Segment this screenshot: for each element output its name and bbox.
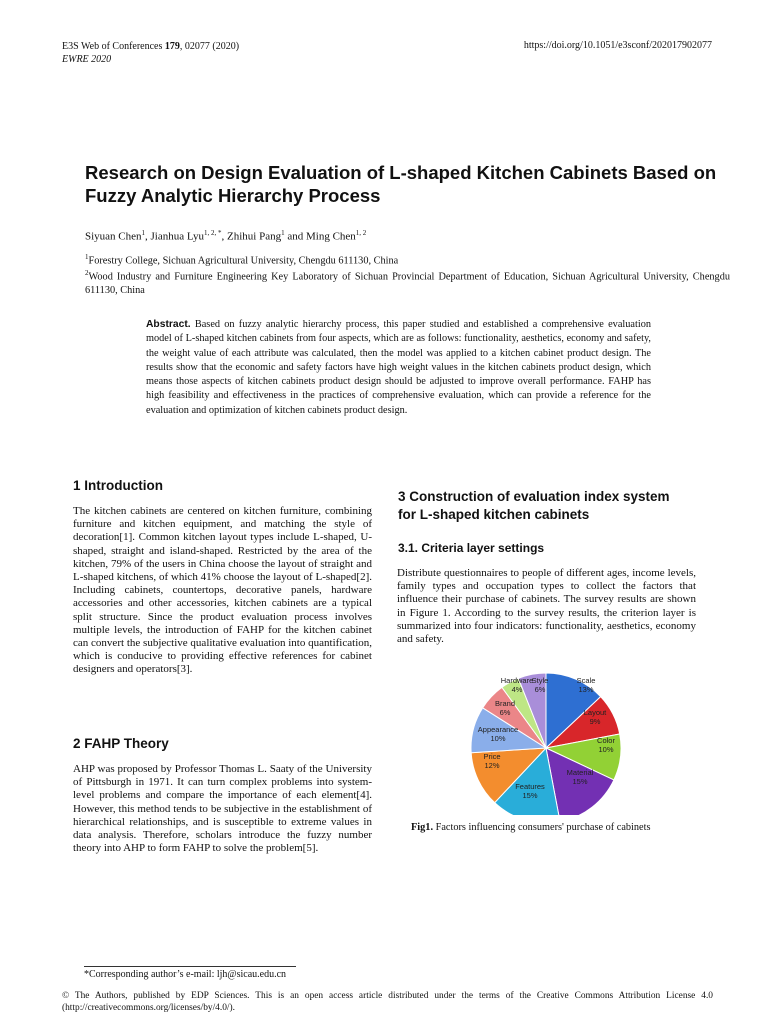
- author-name: Siyuan Chen: [85, 230, 142, 243]
- author-name: Zhihui Pang: [227, 230, 282, 243]
- abstract: [146, 318, 651, 418]
- author-affiliation-mark: 1: [281, 229, 285, 237]
- figure-caption: Fig1. Factors influencing consumers' purchase of cabinets: [411, 822, 651, 833]
- pie-label-appearance: Appearance: [477, 725, 519, 734]
- introduction-paragraph: The kitchen cabinets are centered on kitchen furniture, combining furniture and kitchen equipment, and matching the style of decoration[1]. Common kitchen layout types include L-shaped, U-shaped, straight and island-shaped. Restricted by the area of the kitchen, 79% of the users in China choose the layout of straight and L-shaped kitchens, of which 41% choose the layout of L-shaped[2]. Including cabinets, countertops, decorative panels, hardware accessories and other accessories, kitchen cabinets are a typical split structure. Since the product evaluation process involves multiple levels, the introduction of FAHP for the kitchen cabinet can convert the subjective qualitative evaluation into quantification, which is conducive to providing effective references for cabinet designers and operators[3].: [73, 505, 372, 676]
- author-affiliation-mark: 1, 2, *: [204, 229, 222, 237]
- affiliation-text: Wood Industry and Furniture Engineering Key Laboratory of Sichuan Provincial Department of Education, Sichuan Agricultural University, Chengdu 611130, China: [85, 271, 730, 296]
- doi-link[interactable]: https://doi.org/10.1051/e3sconf/202017902077: [523, 40, 712, 51]
- journal-header: [62, 40, 239, 66]
- pie-label-color: Color: [597, 736, 615, 745]
- affiliation-line: [85, 251, 730, 267]
- criteria-layer-paragraph: Distribute questionnaires to people of different ages, income levels, family types and occupation types to collect the factors that influence their purchase of cabinets. The survey results are shown in Figure 1. According to the survey results, the criterion layer is summarized into four indicators: functionality, aesthetics, economy and safety.: [397, 567, 696, 646]
- pie-value-scale: 13%: [578, 685, 594, 694]
- pie-value-appearance: 10%: [490, 734, 506, 743]
- affiliation-number: 2: [85, 269, 89, 278]
- footnote-divider: [84, 966, 296, 967]
- author-separator: ,: [221, 230, 227, 243]
- pie-value-style: 6%: [534, 685, 546, 694]
- conference-name: EWRE 2020: [62, 54, 112, 65]
- affiliation-text: Forestry College, Sichuan Agricultural University, Chengdu 611130, China: [88, 255, 399, 267]
- author-separator: ,: [145, 230, 151, 243]
- pie-value-color: 10%: [598, 745, 614, 754]
- pie-value-material: 15%: [572, 777, 588, 786]
- pie-value-brand: 6%: [499, 708, 511, 717]
- abstract-text: Based on fuzzy analytic hierarchy process, this paper studied and established a comprehensive evaluation model of L-shaped kitchen cabinets from four aspects, which are as follows: functionality, aesthetics, economy and safety, the weight value of each attribute was calculated, then the model was applied to a kitchen cabinet product design. The results show that the economic and safety factors have high weight values in the kitchen cabinets product design, which means those aspects of kitchen cabinets product design should be adjusted to improve overall performance. FAHP has high feasibility and effectiveness in the practices of comprehensive evaluation, which can provide a reference for the evaluation and optimization of kitchen cabinets product design.: [146, 319, 651, 416]
- pie-value-features: 15%: [522, 791, 538, 800]
- journal-volume: 179: [164, 41, 180, 52]
- pie-label-scale: Scale: [576, 676, 596, 685]
- journal-citation: E3S Web of Conferences 179, 02077 (2020): [62, 41, 240, 52]
- author-affiliation-mark: 1: [141, 229, 146, 237]
- paper-title: Research on Design Evaluation of L-shaped Kitchen Cabinets Based on Fuzzy Analytic Hierarchy Process: [85, 162, 717, 206]
- author-name: Jianhua Lyu: [150, 230, 204, 243]
- author-separator: and: [284, 230, 306, 243]
- affiliation-line: [85, 267, 730, 296]
- fahp-theory-paragraph: AHP was proposed by Professor Thomas L. Saaty of the University of Pittsburgh in 1971. It can turn complex problems into system-level problems and compare the importance of each element[4]. However, this method tends to be subjective in the establishment of hierarchical relationships, and is susceptible to extreme values in data analysis. Therefore, scholars introduce the fuzzy number theory into AHP to form FAHP to solve the problem[5].: [73, 763, 372, 855]
- pie-chart: [468, 669, 628, 815]
- license-notice: © The Authors, published by EDP Sciences. This is an open access article distributed under the terms of the Creative Commons Attribution License 4.0 (http://creativecommons.org/licenses/by/4.0/).: [62, 991, 713, 1014]
- pie-value-hardware: 4%: [511, 685, 523, 694]
- pie-value-layout: 9%: [589, 717, 601, 726]
- pie-label-price: Price: [483, 752, 501, 761]
- abstract-label: Abstract.: [146, 319, 191, 330]
- pie-label-hardware: Hardware: [500, 676, 534, 685]
- author-affiliation-mark: 1, 2: [355, 229, 367, 237]
- section-heading-fahp-theory: 2 FAHP Theory: [73, 736, 169, 751]
- pie-value-price: 12%: [484, 761, 500, 770]
- section-heading-evaluation-index: 3 Construction of evaluation index system for L-shaped kitchen cabinets: [398, 489, 670, 522]
- affiliation-number: 1: [85, 253, 89, 261]
- pie-label-brand: Brand: [494, 699, 516, 708]
- pie-label-material: Material: [566, 768, 594, 777]
- subsection-heading-criteria-layer: 3.1. Criteria layer settings: [398, 541, 545, 555]
- figure-label: Fig1.: [411, 822, 434, 833]
- corresponding-author-footnote: *Corresponding author’s e-mail: ljh@sicau.edu.cn: [84, 969, 287, 980]
- pie-label-features: Features: [515, 782, 545, 791]
- author-name: Ming Chen: [305, 230, 356, 243]
- pie-label-style: Style: [531, 676, 549, 685]
- pie-label-layout: Layout: [583, 708, 607, 717]
- author-list: [85, 229, 366, 243]
- section-heading-introduction: 1 Introduction: [73, 478, 163, 493]
- affiliations: [85, 251, 730, 297]
